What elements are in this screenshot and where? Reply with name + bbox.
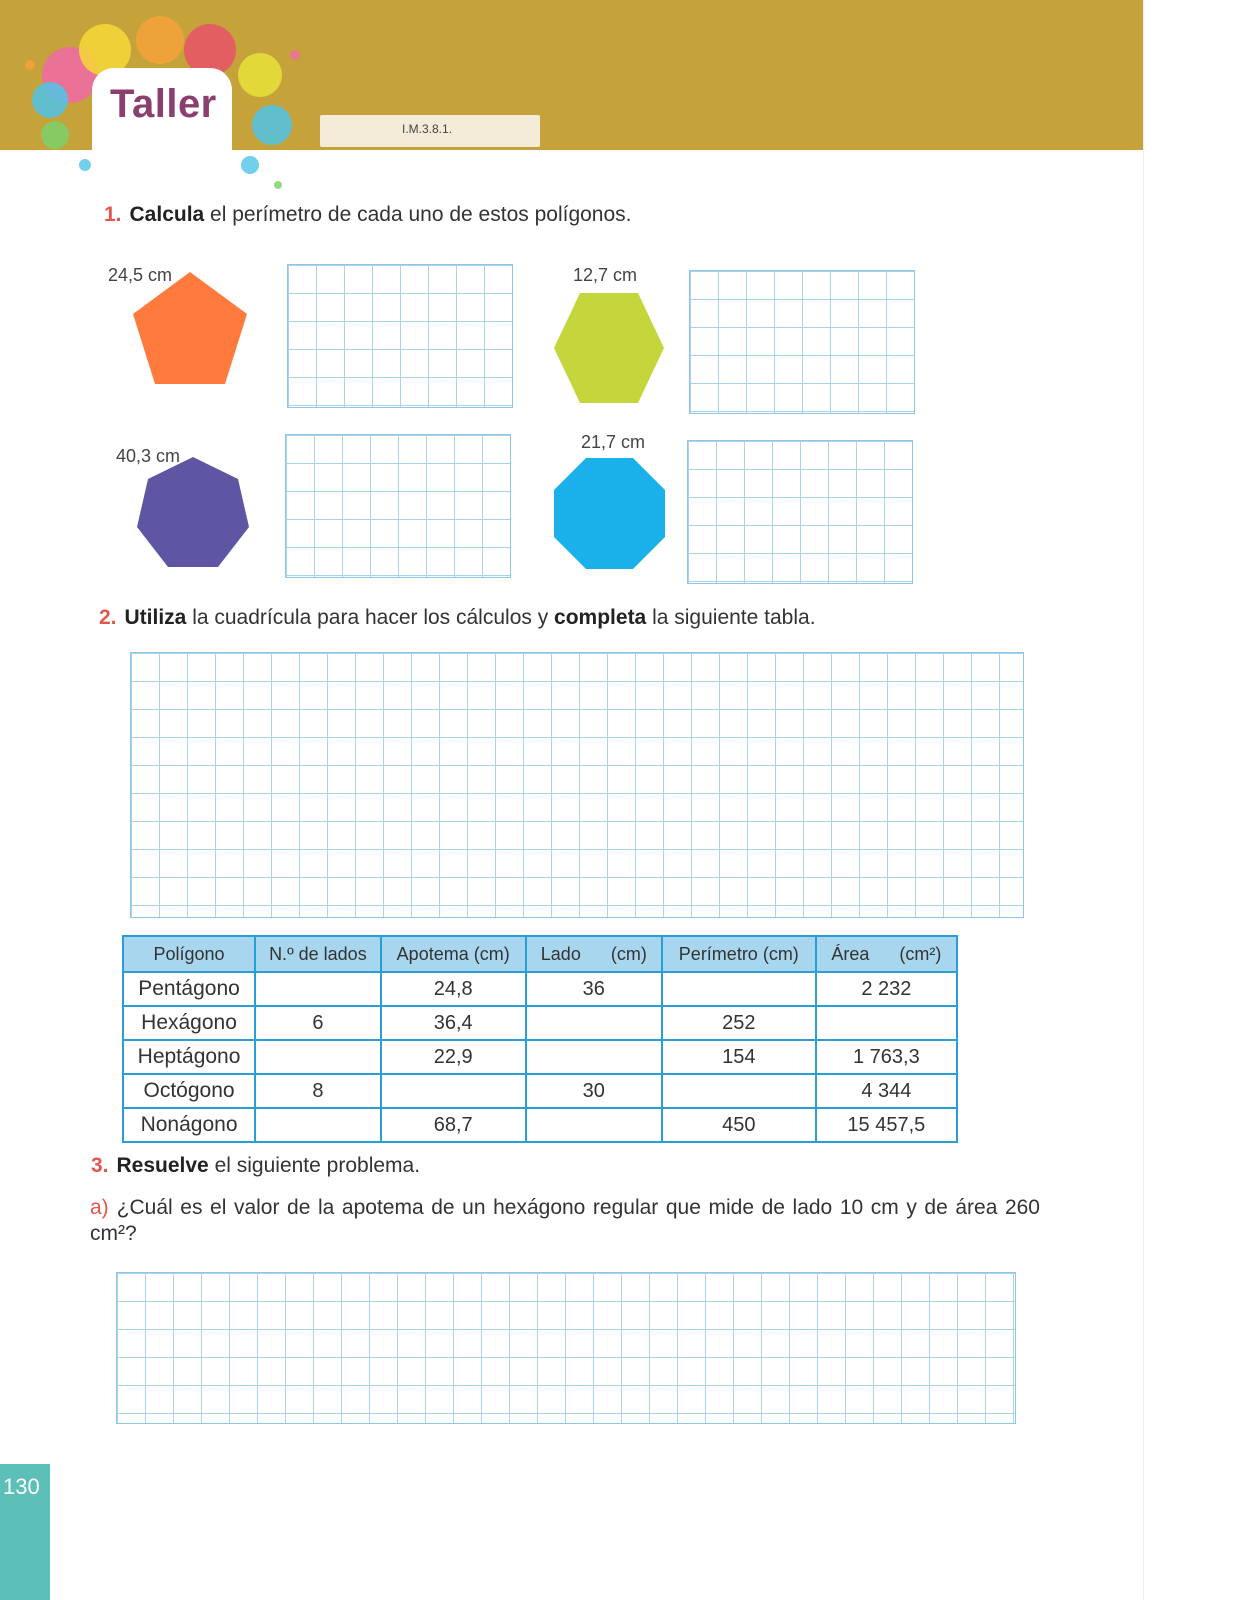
cell-perimeter: 154 <box>662 1040 816 1074</box>
question-3a <box>90 1195 1040 1247</box>
header-side: Lado (cm) <box>526 936 662 972</box>
question-3-number: 3. <box>91 1154 109 1177</box>
cell-apothem: 36,4 <box>381 1006 526 1040</box>
cell-area[interactable] <box>816 1006 957 1040</box>
heptagon-side-label: 40,3 cm <box>116 446 181 466</box>
question-2-verb-2: completa <box>554 606 647 629</box>
question-2-verb-1: Utiliza <box>124 606 187 629</box>
cell-perimeter[interactable] <box>662 972 816 1006</box>
hexagon-work-grid[interactable] <box>689 270 915 414</box>
header-area: Área (cm²) <box>816 936 957 972</box>
cell-sides[interactable] <box>255 1108 381 1142</box>
cell-polygon: Pentágono <box>123 972 255 1006</box>
header-apothem: Apotema (cm) <box>381 936 526 972</box>
heptagon-work-grid[interactable] <box>285 434 511 578</box>
indicator-code: I.M.3.8.1. <box>402 122 453 136</box>
cell-area: 15 457,5 <box>816 1108 957 1142</box>
cell-perimeter: 252 <box>662 1006 816 1040</box>
octagon-work-grid[interactable] <box>687 440 913 584</box>
page-number: 130 <box>3 1474 40 1499</box>
polygon-table <box>122 935 958 1143</box>
octagon-shape <box>552 456 667 571</box>
cell-apothem: 22,9 <box>381 1040 526 1074</box>
header-sides: N.º de lados <box>255 936 381 972</box>
question-2-text-1: la cuadrícula para hacer los cálculos y <box>186 606 555 629</box>
pentagon-side-label: 24,5 cm <box>108 265 173 285</box>
cell-area: 2 232 <box>816 972 957 1006</box>
cell-perimeter[interactable] <box>662 1074 816 1108</box>
cell-apothem: 24,8 <box>381 972 526 1006</box>
cell-perimeter: 450 <box>662 1108 816 1142</box>
hexagon-side-label: 12,7 cm <box>573 265 638 285</box>
cell-sides[interactable] <box>255 972 381 1006</box>
question-3-verb: Resuelve <box>116 1154 209 1177</box>
cell-apothem[interactable] <box>381 1074 526 1108</box>
table-row <box>123 972 957 1006</box>
heptagon-shape <box>135 455 251 571</box>
cell-side[interactable] <box>526 1040 662 1074</box>
cell-area: 4 344 <box>816 1074 957 1108</box>
calculation-grid[interactable] <box>130 652 1024 918</box>
table-row <box>123 1074 957 1108</box>
cell-polygon: Heptágono <box>123 1040 255 1074</box>
question-3 <box>91 1154 420 1178</box>
cell-area: 1 763,3 <box>816 1040 957 1074</box>
cell-side: 36 <box>526 972 662 1006</box>
cell-sides[interactable] <box>255 1040 381 1074</box>
question-1-number: 1. <box>104 203 122 226</box>
problem-work-grid[interactable] <box>116 1272 1016 1424</box>
cell-sides: 6 <box>255 1006 381 1040</box>
cell-sides: 8 <box>255 1074 381 1108</box>
pentagon-work-grid[interactable] <box>287 264 513 408</box>
question-1-text: el perímetro de cada uno de estos polígonos. <box>204 203 632 226</box>
question-3a-text: ¿Cuál es el valor de la apotema de un hexágono regular que mide de lado 10 cm y de área 260 cm²? <box>90 1196 1040 1245</box>
cell-side[interactable] <box>526 1006 662 1040</box>
cell-side[interactable] <box>526 1108 662 1142</box>
question-2-text-2: la siguiente tabla. <box>646 606 816 629</box>
table-row <box>123 1040 957 1074</box>
cell-polygon: Octógono <box>123 1074 255 1108</box>
table-row <box>123 1108 957 1142</box>
cell-side: 30 <box>526 1074 662 1108</box>
header-polygon: Polígono <box>123 936 255 972</box>
question-1-verb: Calcula <box>129 203 205 226</box>
question-3a-letter: a) <box>90 1196 109 1219</box>
question-1 <box>104 203 632 227</box>
table-row <box>123 1006 957 1040</box>
page-margin <box>1143 0 1236 1600</box>
question-2-number: 2. <box>99 606 117 629</box>
hexagon-shape <box>552 291 666 405</box>
header-perimeter: Perímetro (cm) <box>662 936 816 972</box>
question-2 <box>99 606 816 630</box>
cell-polygon: Hexágono <box>123 1006 255 1040</box>
cell-polygon: Nonágono <box>123 1108 255 1142</box>
table-header-row <box>123 936 957 972</box>
section-title: Taller <box>110 82 217 126</box>
pentagon-shape <box>130 270 250 390</box>
question-3-text: el siguiente problema. <box>208 1154 421 1177</box>
cell-apothem: 68,7 <box>381 1108 526 1142</box>
octagon-side-label: 21,7 cm <box>581 432 646 452</box>
